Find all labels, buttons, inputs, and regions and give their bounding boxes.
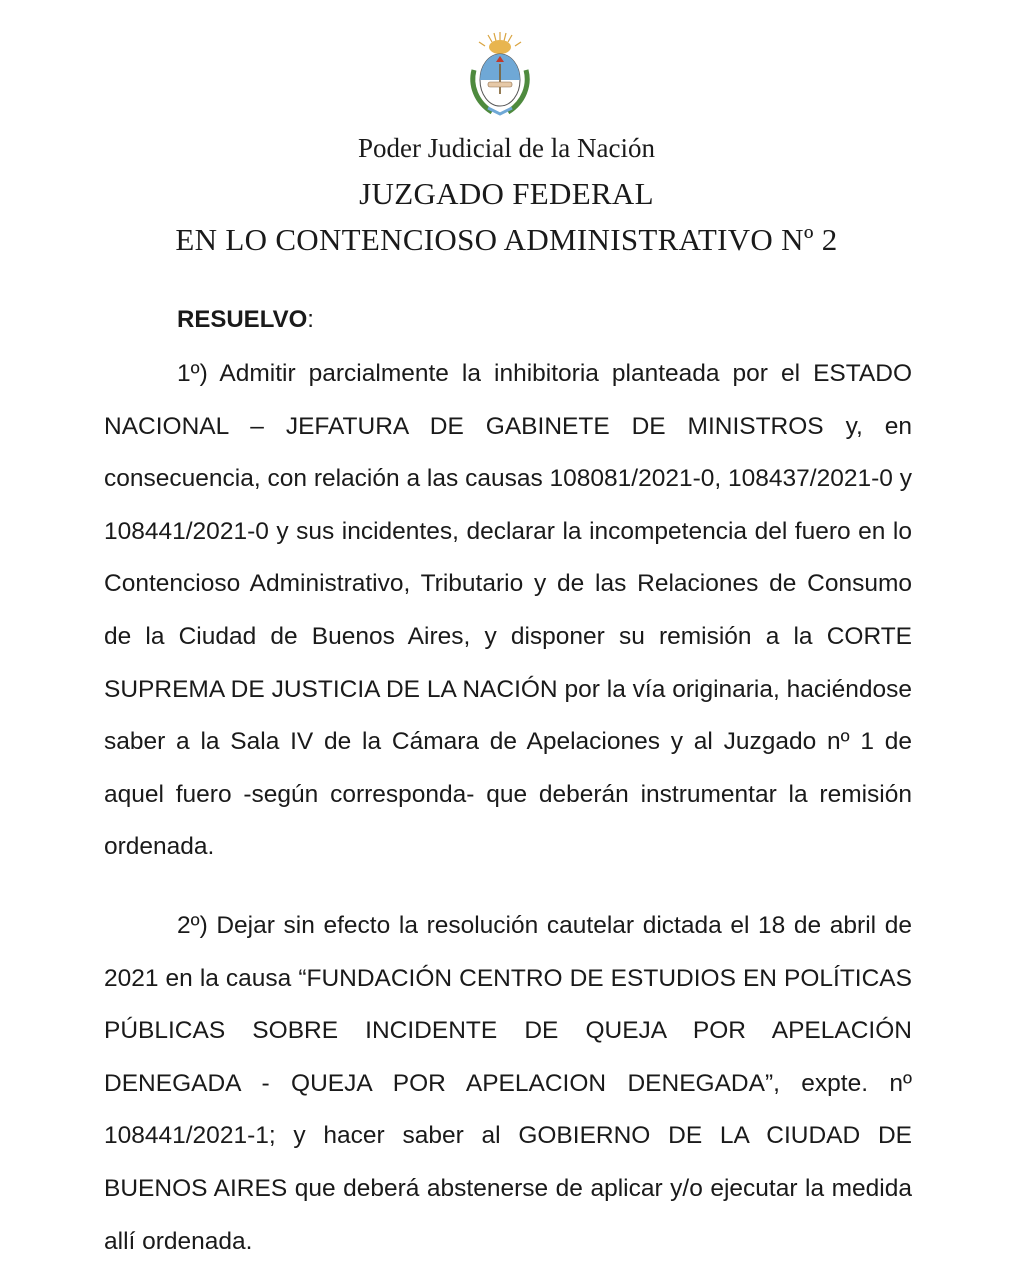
- paragraph-1-text: 1º) Admitir parcialmente la inhibitoria planteada por el ESTADO NACIONAL – JEFATURA DE GABINETE DE MINISTROS y, en consecuencia, con relación a las causas 108081/2021-0, 108437/2021-0 y 108441/2021-0 y sus incidentes, declarar la incompetencia del fuero en lo Contencioso Administrativo, Tributario y de las Relaciones de Consumo de la Ciudad de Buenos Aires, y disponer su remisión a la CORTE SUPREMA DE JUSTICIA DE LA NACIÓN por la vía originaria, haciéndose saber a la Sala IV de la Cámara de Apelaciones y al Juzgado nº 1 de aquel fuero -según corresponda- que deberán instrumentar la remisión ordenada.: [104, 360, 912, 861]
- court-jurisdiction: EN LO CONTENCIOSO ADMINISTRATIVO Nº 2: [175, 222, 838, 257]
- argentina-coat-of-arms-icon: [466, 30, 534, 118]
- issuing-authority: Poder Judicial de la Nación: [358, 133, 655, 163]
- resolution-heading-colon: :: [307, 306, 314, 333]
- resolution-heading: [177, 306, 985, 334]
- resolution-heading-label: RESUELVO: [177, 306, 308, 333]
- court-name: JUZGADO FEDERAL: [359, 176, 654, 211]
- resolution-paragraph-1: [104, 348, 912, 874]
- paragraph-2-text: 2º) Dejar sin efecto la resolución cautelar dictada el 18 de abril de 2021 en la causa “FUNDACIÓN CENTRO DE ESTUDIOS EN POLÍTICAS PÚBLICAS SOBRE INCIDENTE DE QUEJA POR APELACIÓN DENEGADA - QUEJA POR APELACION DENEGADA”, expte. nº 108441/2021-1; y hacer saber al GOBIERNO DE LA CIUDAD DE BUENOS AIRES que deberá abstenerse de aplicar y/o ejecutar la medida allí ordenada.: [104, 912, 912, 1255]
- resolution-paragraph-2: [104, 900, 912, 1268]
